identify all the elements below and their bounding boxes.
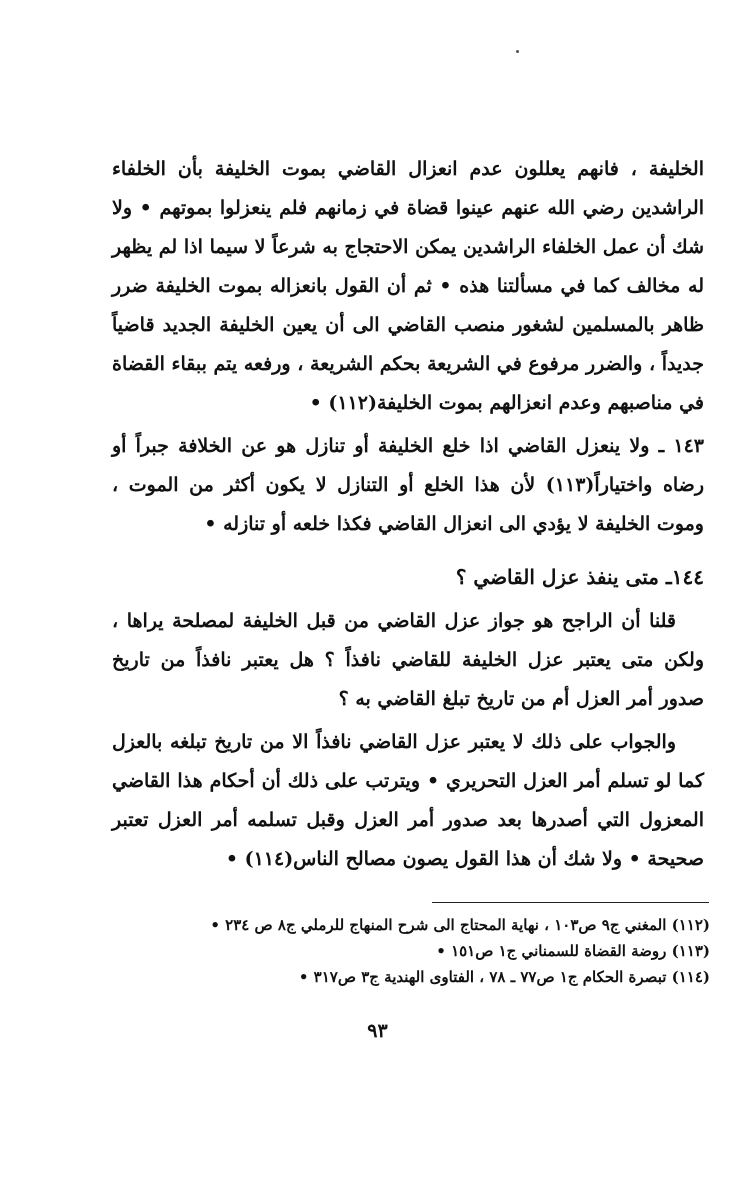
- speck-mark: [516, 50, 519, 53]
- footnote-113: (١١٣) روضة القضاة للسمناني ج١ ص١٥١ •: [436, 942, 710, 960]
- footnotes: [112, 912, 710, 990]
- paragraph-144-1: قلنا أن الراجح هو جواز عزل القاضي من قبل الخليفة لمصلحة يراها ، ولكن متى يعتبر عزل الخليفة للقاضي نافذاً ؟ هل يعتبر نافذاً من تاريخ صدور أمر العزل أم من تاريخ تبلغ القاضي به ؟: [112, 610, 704, 710]
- section-heading-144: ١٤٤ـ متى ينفذ عزل القاضي ؟: [455, 565, 704, 589]
- footnote-114: (١١٤) تبصرة الحكام ج١ ص٧٧ ـ ٧٨ ، الفتاوى الهندية ج٣ ص٣١٧ •: [298, 968, 710, 986]
- main-text: [112, 150, 704, 879]
- paragraph-144-2: والجواب على ذلك لا يعتبر عزل القاضي نافذاً الا من تاريخ تبلغه بالعزل كما لو تسلم أمر العزل التحريري • ويترتب على ذلك أن أحكام هذا القاضي المعزول التي أصدرها بعد صدور أمر العزل وقبل تسلمه أمر العزل تعتبر صحيحة • ولا شك أن هذا القول يصون مصالح الناس(١١٤) •: [112, 731, 704, 870]
- paragraph-1: الخليفة ، فانهم يعللون عدم انعزال القاضي بموت الخليفة بأن الخلفاء الراشدين رضي الله عنهم عينوا قضاة في زمانهم فلم ينعزلوا بموتهم • ولا شك أن عمل الخلفاء الراشدين يمكن الاحتجاج به شرعاً لا سيما اذا لم يظهر له مخالف كما في مسألتنا هذه • ثم أن القول بانعزاله بموت الخليفة ضرر ظاهر بالمسلمين لشغور منصب القاضي الى أن يعين الخليفة الجديد قاضياً جديداً ، والضرر مرفوع في الشريعة بحكم الشريعة ، ورفعه يتم ببقاء القضاة في مناصبهم وعدم انعزالهم بموت الخليفة(١١٢) •: [112, 158, 704, 414]
- footnote-112: (١١٢) المغني ج٩ ص١٠٣ ، نهاية المحتاج الى شرح المنهاج للرملي ج٨ ص ٢٣٤ •: [210, 916, 710, 934]
- footnote-divider: [432, 902, 709, 903]
- page-number: ٩٣: [367, 1020, 388, 1042]
- paragraph-143: ١٤٣ ـ ولا ينعزل القاضي اذا خلع الخليفة أو تنازل هو عن الخلافة جبراً أو رضاه واختياراً(١١٣) لأن هذا الخلع أو التنازل لا يكون أكثر من الموت ، وموت الخليفة لا يؤدي الى انعزال القاضي فكذا خلعه أو تنازله •: [112, 435, 704, 535]
